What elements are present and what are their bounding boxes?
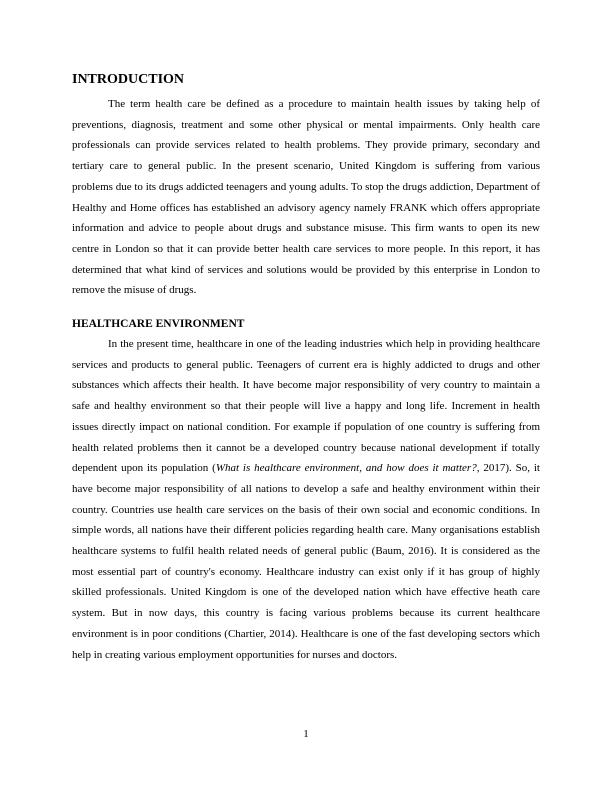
- section-heading-healthcare-environment: HEALTHCARE ENVIRONMENT: [72, 318, 245, 331]
- introduction-paragraph: The term health care be defined as a procedure to maintain health issues by taking help of preventions, diagnosis, treatment and some other physical or mental impairments. Only health care professionals can provide services related to health problems. They provide primary, secondary and tertiary care to general public. In the present scenario, United Kingdom is suffering from various problems due to its drugs addicted teenagers and young adults. To stop the drugs addiction, Department of Healthy and Home offices has established an advisory agency namely FRANK which offers appropriate information and advice to people about drugs and substance misuse. This firm wants to open its new centre in London so that it can provide better health care services to more people. In this report, it has determined that what kind of services and solutions would be provided by this enterprise in London to remove the misuse of drugs.: [72, 98, 540, 297]
- paragraph-text-before-citation: In the present time, healthcare in one of the leading industries which help in providing healthcare services and products to general public. Teenagers of current era is highly addicted to drugs and other substances which affects their health. It have become major responsibility of very country to maintain a safe and healthy environment so that their people will live a happy and long life. Increment in health issues directly impact on national condition. For example if population of one country is suffering from health related problems then it cannot be a developed country because national development if totally dependent upon its population (: [72, 338, 540, 475]
- page-number: 1: [303, 728, 309, 740]
- healthcare-environment-paragraph: [72, 334, 540, 665]
- paragraph-text-after-citation: , 2017). So, it have become major responsibility of all nations to develop a safe and healthy environment within their country. Countries use health care services on the basis of their own social and economic conditions. In simple words, all nations have their different policies regarding health care. Many organisations establish healthcare systems to fulfil health related needs of general public (Baum, 2016). It is considered as the most essential part of country's economy. Healthcare industry can exist only if it has group of highly skilled professionals. United Kingdom is one of the developed nation which have effective heath care system. But in now days, this country is facing various problems because its current healthcare environment is in poor conditions (Chartier, 2014). Healthcare is one of the fast developing sectors which help in creating various employment opportunities for nurses and doctors.: [72, 462, 540, 661]
- page-content: [72, 70, 540, 665]
- citation-title: What is healthcare environment, and how does it matter?: [215, 462, 477, 475]
- section-heading-introduction: INTRODUCTION: [72, 72, 185, 87]
